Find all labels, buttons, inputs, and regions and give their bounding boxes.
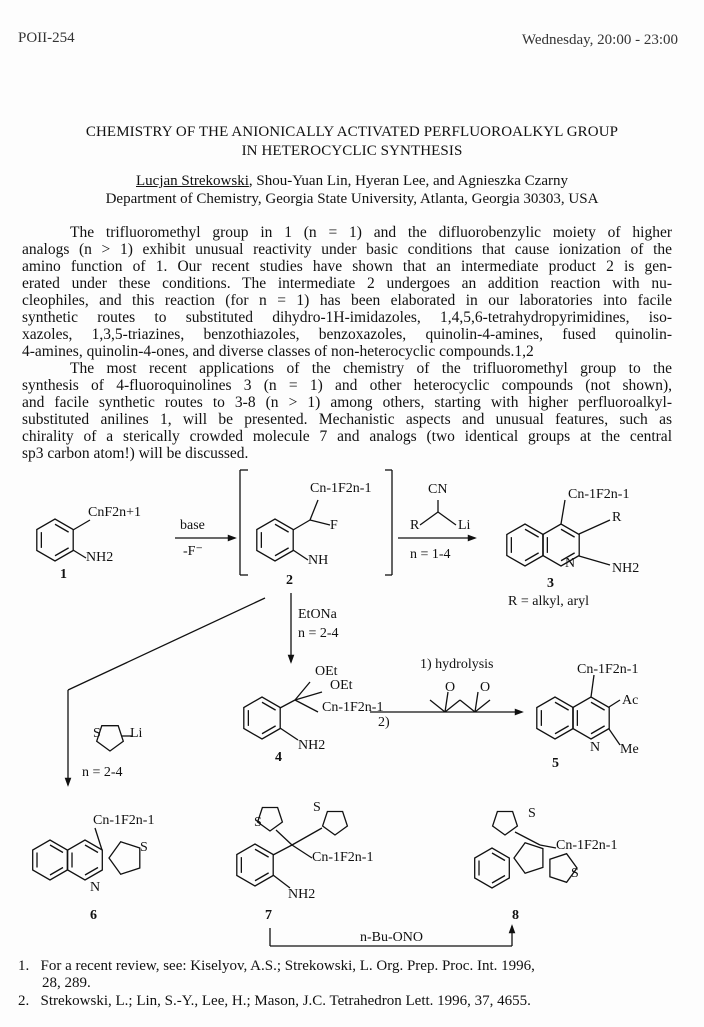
r-label: R (612, 510, 622, 525)
poster-code: POII-254 (18, 30, 75, 46)
benzene-ring (244, 697, 280, 739)
bond (475, 692, 478, 712)
perfluoroalkyl-label: Cn-1F2n-1 (556, 838, 618, 853)
body-line: substituted anilines 1, will be presented. Mechanistic aspects and unusual features, such as (22, 411, 672, 428)
perfluoroalkyl-label: Cn-1F2n-1 (577, 662, 639, 677)
body-line: synthesis of 4-fluoroquinolines 3 (n = 1) and other heterocyclic compounds (not shown), (22, 377, 672, 394)
perfluoroalkyl-label: CnF2n+1 (88, 505, 142, 520)
body-line: amino function of 1. Our recent studies have shown that an intermediate product 2 is gen- (22, 258, 672, 275)
ethoxy-label: OEt (315, 664, 338, 679)
bond (591, 675, 594, 697)
amino-label: NH2 (288, 887, 316, 902)
bond (540, 845, 556, 848)
lithium-label: Li (458, 518, 471, 533)
co-authors: , Shou-Yuan Lin, Hyeran Lee, and Agnieszka Czarny (248, 173, 568, 189)
fluoro-label: F (330, 518, 338, 533)
bond (73, 550, 86, 558)
bond (293, 550, 308, 560)
bond (609, 700, 620, 707)
amino-label: NH2 (86, 550, 114, 565)
body-line: cleophiles, and this reaction (for n = 1) has been elaborated in our laboratories into facile (22, 292, 672, 309)
perfluoroalkyl-label: Cn-1F2n-1 (312, 850, 374, 865)
perfluoroalkyl-label: Cn-1F2n-1 (568, 487, 630, 502)
nitrogen-label: N (90, 880, 101, 895)
ethoxy-label: OEt (330, 678, 353, 693)
compound-number-4: 4 (275, 750, 282, 765)
body-line: The trifluoromethyl group in 1 (n = 1) and the difluorobenzylic moiety of higher (70, 224, 672, 241)
amino-label: NH2 (298, 738, 326, 753)
compound-number-3: 3 (547, 576, 554, 591)
oxygen-label: O (480, 680, 491, 695)
benzo-ring (507, 524, 543, 566)
bond (73, 520, 90, 530)
reagent-base: base (180, 518, 205, 533)
arrowhead (515, 710, 522, 715)
compound-number-5: 5 (552, 756, 559, 771)
bond (310, 520, 330, 525)
body-line: xazoles, 1,3,5-triazines, benzothiazoles, benzoxazoles, quinolin-4-amines, fused quinolin- (22, 326, 672, 343)
pyridine-ring (573, 697, 609, 739)
bond (579, 556, 610, 565)
presenting-author: Lucjan Strekowski (136, 173, 249, 189)
benzo-ring (475, 848, 510, 888)
bond (280, 700, 295, 708)
n-range: n = 1-4 (410, 547, 451, 562)
bond (609, 729, 620, 745)
compound-number-7: 7 (265, 908, 272, 923)
bond (295, 700, 318, 712)
pyridine-ring (68, 840, 103, 880)
sulfur-label: S (528, 806, 536, 821)
thiophene-ring (493, 812, 518, 836)
bond (292, 828, 322, 845)
bond (310, 500, 318, 520)
footnote-1-cont: 28, 289. (42, 975, 91, 991)
bond (438, 512, 456, 525)
benzene-ring (37, 519, 73, 561)
n-range: n = 2-4 (298, 626, 339, 641)
step-2: 2) (378, 715, 390, 730)
imine-label: NH (308, 553, 329, 568)
arrowhead (468, 536, 475, 541)
bond (475, 700, 490, 712)
perfluoroalkyl-label: Cn-1F2n-1 (310, 481, 372, 496)
footnote-number: 1. (18, 958, 30, 974)
footnote-2 (18, 993, 531, 1010)
compound-number-8: 8 (512, 908, 519, 923)
bond (430, 700, 445, 712)
compound-number-1: 1 (60, 567, 67, 582)
nitrogen-label: N (565, 556, 576, 571)
bond (561, 500, 565, 524)
nitrogen-label: N (590, 740, 601, 755)
bond (276, 830, 292, 845)
compound-number-6: 6 (90, 908, 97, 923)
fluoride-loss: -F⁻ (183, 544, 203, 559)
footnote-text: For a recent review, see: Kiselyov, A.S.; Strekowski, L. Org. Prep. Proc. Int. 1996, (40, 958, 535, 974)
perfluoroalkyl-label: Cn-1F2n-1 (322, 700, 384, 715)
session-time: Wednesday, 20:00 - 23:00 (521, 32, 678, 48)
perfluoroalkyl-label: Cn-1F2n-1 (93, 813, 155, 828)
n-range: n = 2-4 (82, 765, 123, 780)
methyl-label: Me (620, 742, 639, 757)
arrowhead (66, 778, 71, 785)
footnote-text: Strekowski, L.; Lin, S.-Y., Lee, H.; Mason, J.C. Tetrahedron Lett. 1996, 37, 4655. (40, 993, 531, 1009)
title-line-1: CHEMISTRY OF THE ANIONICALLY ACTIVATED PERFLUOROALKYL GROUP (85, 124, 619, 140)
r-definition: R = alkyl, aryl (508, 594, 589, 609)
body-line: 4-amines, quinolin-4-ones, and diverse classes of non-heterocyclic compounds.1,2 (22, 343, 534, 360)
benzo-ring (33, 840, 68, 880)
lithium-label: Li (130, 726, 143, 741)
body-line: sp3 carbon atom!) will be discussed. (22, 445, 249, 462)
arrowhead (289, 655, 294, 662)
sulfur-label: S (254, 815, 262, 830)
cyclopentene-ring (514, 843, 543, 873)
bond (445, 700, 460, 712)
sulfur-label: S (93, 726, 101, 741)
body-line: erated under these conditions. The intermediate 2 undergoes an addition reaction with nu- (22, 275, 672, 292)
r-label: R (410, 518, 420, 533)
acetyl-label: Ac (622, 693, 639, 708)
cyano-label: CN (428, 482, 448, 497)
thiophene-ring (109, 842, 140, 874)
arrowhead (510, 926, 515, 933)
oxygen-label: O (445, 680, 456, 695)
bond (280, 728, 298, 740)
footnote-number: 2. (18, 993, 30, 1009)
body-line: analogs (n > 1) exhibit unusual reactivity under basic conditions that cause ionization of the (22, 241, 672, 258)
bond (579, 520, 610, 534)
reaction-path (68, 598, 265, 690)
thiophene-ring (323, 812, 348, 836)
benzene-ring (237, 844, 273, 886)
arrowhead (228, 536, 235, 541)
cyclohexadiene-ring (257, 519, 293, 561)
sulfur-label: S (140, 840, 148, 855)
sulfur-label: S (313, 800, 321, 815)
body-line: and facile synthetic routes to 3-8 (n > 1) among others, starting with higher perfluoroalkyl- (22, 394, 672, 411)
sulfur-label: S (571, 866, 579, 881)
bond (420, 512, 438, 525)
body-line: chirality of a sterically crowded molecule 7 and analogs (two identical groups at the central (22, 428, 672, 445)
amino-label: NH2 (612, 561, 640, 576)
body-line: The most recent applications of the chemistry of the trifluoromethyl group to the (70, 360, 672, 377)
body-line: synthetic routes to substituted dihydro-1H-imidazoles, 1,4,5,6-tetrahydropyrimidines, iso- (22, 309, 672, 326)
reagent-nbuono: n-Bu-ONO (360, 930, 423, 945)
bond (460, 700, 475, 712)
title-line-2: IN HETEROCYCLIC SYNTHESIS (241, 143, 463, 159)
bond (293, 520, 310, 530)
reagent-etona: EtONa (298, 607, 337, 622)
bond (273, 845, 292, 855)
step-hydrolysis: 1) hydrolysis (420, 657, 494, 672)
bond (292, 845, 312, 858)
compound-number-2: 2 (286, 573, 293, 588)
affiliation: Department of Chemistry, Georgia State University, Atlanta, Georgia 30303, USA (105, 191, 599, 207)
footnote-1 (18, 958, 535, 975)
benzo-ring (537, 697, 573, 739)
